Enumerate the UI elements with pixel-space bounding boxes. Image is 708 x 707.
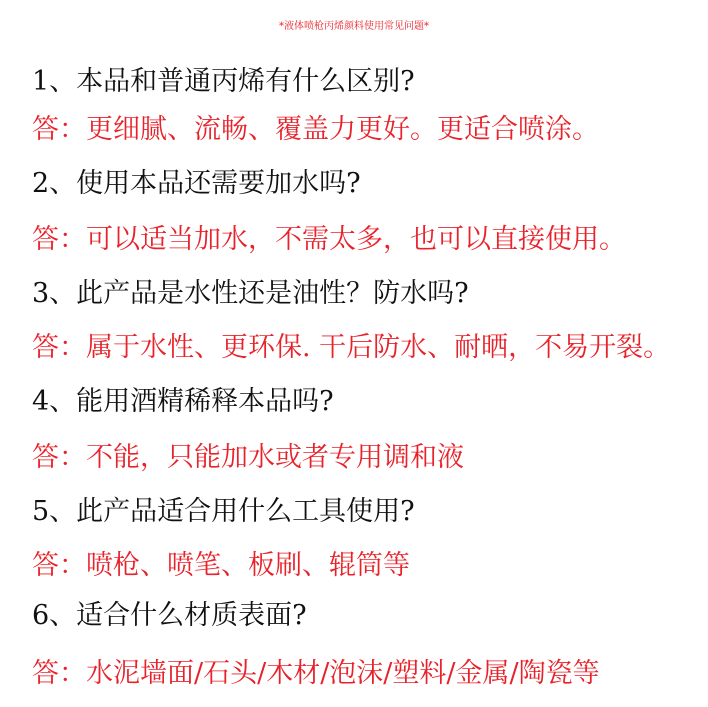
page-title: *液体喷枪丙烯颜料使用常见问题* [279, 21, 429, 32]
question-2: 2、使用本品还需要加水吗? [32, 168, 361, 199]
question-6: 6、适合什么材质表面? [32, 600, 307, 631]
answer-1: 答：更细腻、流畅、覆盖力更好。更适合喷涂。 [32, 114, 599, 145]
answer-2: 答：可以适当加水，不需太多，也可以直接使用。 [32, 224, 626, 255]
answer-4: 答：不能，只能加水或者专用调和液 [32, 442, 464, 473]
question-1: 1、本品和普通丙烯有什么区别? [32, 66, 415, 97]
answer-3: 答：属于水性、更环保. 干后防水、耐晒，不易开裂。 [32, 332, 671, 363]
question-5: 5、此产品适合用什么工具使用? [32, 496, 415, 527]
answer-5: 答：喷枪、喷笔、板刷、辊筒等 [32, 550, 410, 581]
question-4: 4、能用酒精稀释本品吗? [32, 386, 334, 417]
question-3: 3、此产品是水性还是油性？防水吗? [32, 278, 469, 309]
answer-6: 答：水泥墙面/石头/木材/泡沫/塑料/金属/陶瓷等 [32, 658, 600, 689]
